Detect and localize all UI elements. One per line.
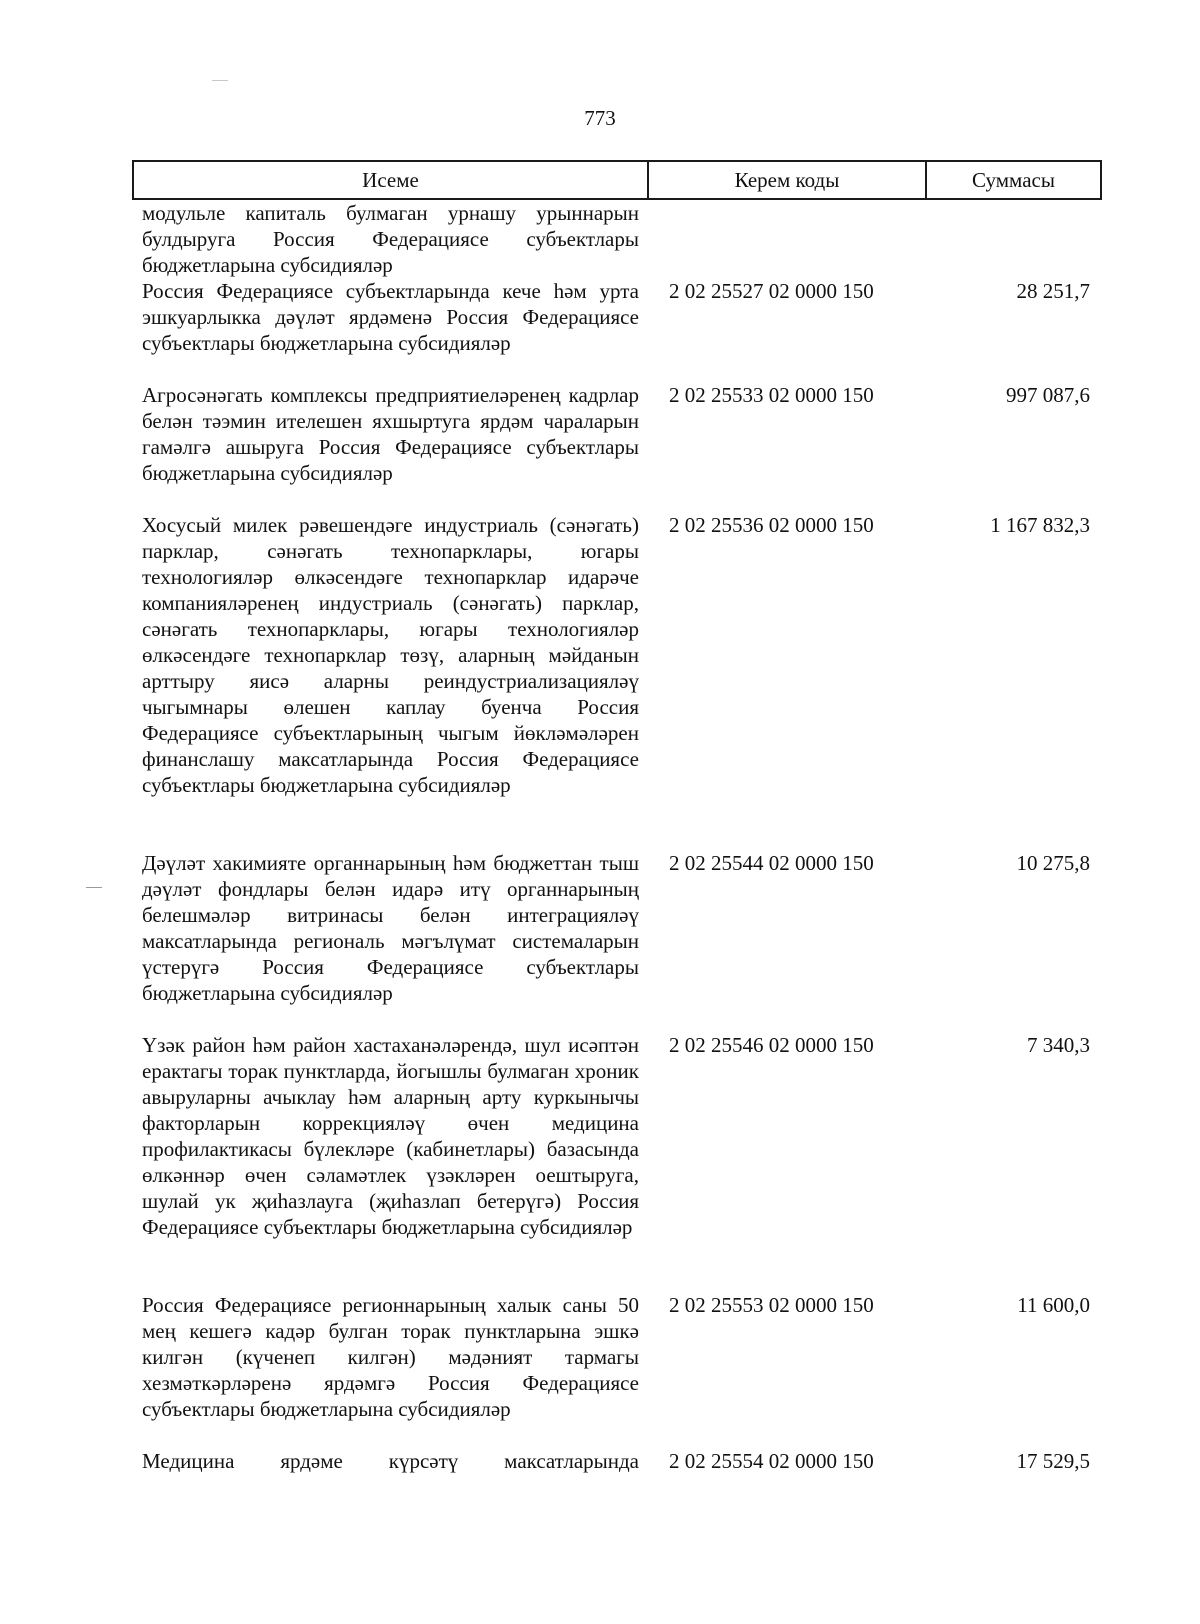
table-row	[142, 1448, 1092, 1474]
row-name: Үзәк район һәм район хастаханәләрендә, шул исәптән ерактагы торак пунктларда, йогышлы булмаган хроник авыруларны ачыклау һәм аларның арту куркынычы факторларын коррекцияләү өчен медицина профилактикасы бүлекләре (кабинетлары) базасында өлкәннәр өчен сәламәтлек үзәкләрен оештыруга, шулай ук җиһазлауга (җиһазлап бетерүгә) Россия Федерациясе субъектлары бюджетларына субсидияләр	[142, 1033, 639, 1239]
row-code: 2 02 25553 02 0000 150	[669, 1293, 874, 1317]
row-sum: 10 275,8	[1016, 851, 1090, 875]
column-header-name: Исеме	[134, 162, 649, 198]
scan-artifact-mark	[86, 887, 102, 888]
table-row	[142, 850, 1092, 1032]
row-code: 2 02 25554 02 0000 150	[669, 1449, 874, 1473]
table-row	[142, 1292, 1092, 1448]
column-header-code: Керем коды	[649, 162, 927, 198]
table-row	[142, 512, 1092, 850]
table-row	[142, 382, 1092, 512]
row-name: Россия Федерациясе субъектларында кече һәм урта эшкуарлыкка дәүләт ярдәменә Россия Федерациясе субъектлары бюджетларына субсидияләр	[142, 279, 639, 355]
table-header	[132, 160, 1102, 200]
page-number: 773	[584, 106, 616, 130]
row-name: модульле капиталь булмаган урнашу урыннарын булдыруга Россия Федерациясе субъектлары бюджетларына субсидияләр	[142, 201, 639, 277]
row-name: Дәүләт хакимияте органнарының һәм бюджеттан тыш дәүләт фондлары белән идарә итү органнарының белешмәләр витринасы белән интеграцияләү максатларында региональ мәгълүмат системаларын үстерүгә Россия Федерациясе субъектлары бюджетларына субсидияләр	[142, 851, 639, 1005]
row-sum: 997 087,6	[1006, 383, 1090, 407]
row-sum: 11 600,0	[1017, 1293, 1090, 1317]
row-name: Агросәнәгать комплексы предприятиеләренең кадрлар белән тәэмин ителешен яхшыртуга ярдәм чараларын гамәлгә ашыруга Россия Федерациясе субъектлары бюджетларына субсидияләр	[142, 383, 639, 485]
row-code: 2 02 25527 02 0000 150	[669, 279, 874, 303]
row-code: 2 02 25546 02 0000 150	[669, 1033, 874, 1057]
row-sum: 1 167 832,3	[990, 513, 1090, 537]
row-name: Россия Федерациясе регионнарының халык саны 50 мең кешегә кадәр булган торак пунктларына эшкә килгән (күченеп килгән) мәдәният тармагы хезмәткәрләренә ярдәмгә Россия Федерациясе субъектлары бюджетларына субсидияләр	[142, 1293, 639, 1421]
table-body	[142, 200, 1092, 1474]
row-sum: 17 529,5	[1016, 1449, 1090, 1473]
column-header-sum: Суммасы	[972, 167, 1055, 192]
row-code: 2 02 25544 02 0000 150	[669, 851, 874, 875]
row-name: Медицина ярдәме күрсәтү максатларында	[142, 1449, 639, 1473]
scan-artifact-mark	[212, 80, 228, 81]
row-sum: 28 251,7	[1016, 279, 1090, 303]
row-code: 2 02 25536 02 0000 150	[669, 513, 874, 537]
row-code: 2 02 25533 02 0000 150	[669, 383, 874, 407]
table-row	[142, 278, 1092, 382]
table-row	[142, 200, 1092, 278]
table-row	[142, 1032, 1092, 1292]
row-sum: 7 340,3	[1027, 1033, 1090, 1057]
row-name: Хосусый милек рәвешендәге индустриаль (сәнәгать) парклар, сәнәгать технопарклары, югары технологияләр өлкәсендәге технопарклар идарәче компанияләренең индустриаль (сәнәгать) парклар, сәнәгать технопарклары, югары технологияләр өлкәсендәге технопарклар төзү, аларның мәйданын арттыру яисә аларны реиндустриализацияләү чыгымнары өлешен каплау буенча Россия Федерациясе субъектларының чыгым йөкләмәләрен финанслашу максатларында Россия Федерациясе субъектлары бюджетларына субсидияләр	[142, 513, 639, 797]
